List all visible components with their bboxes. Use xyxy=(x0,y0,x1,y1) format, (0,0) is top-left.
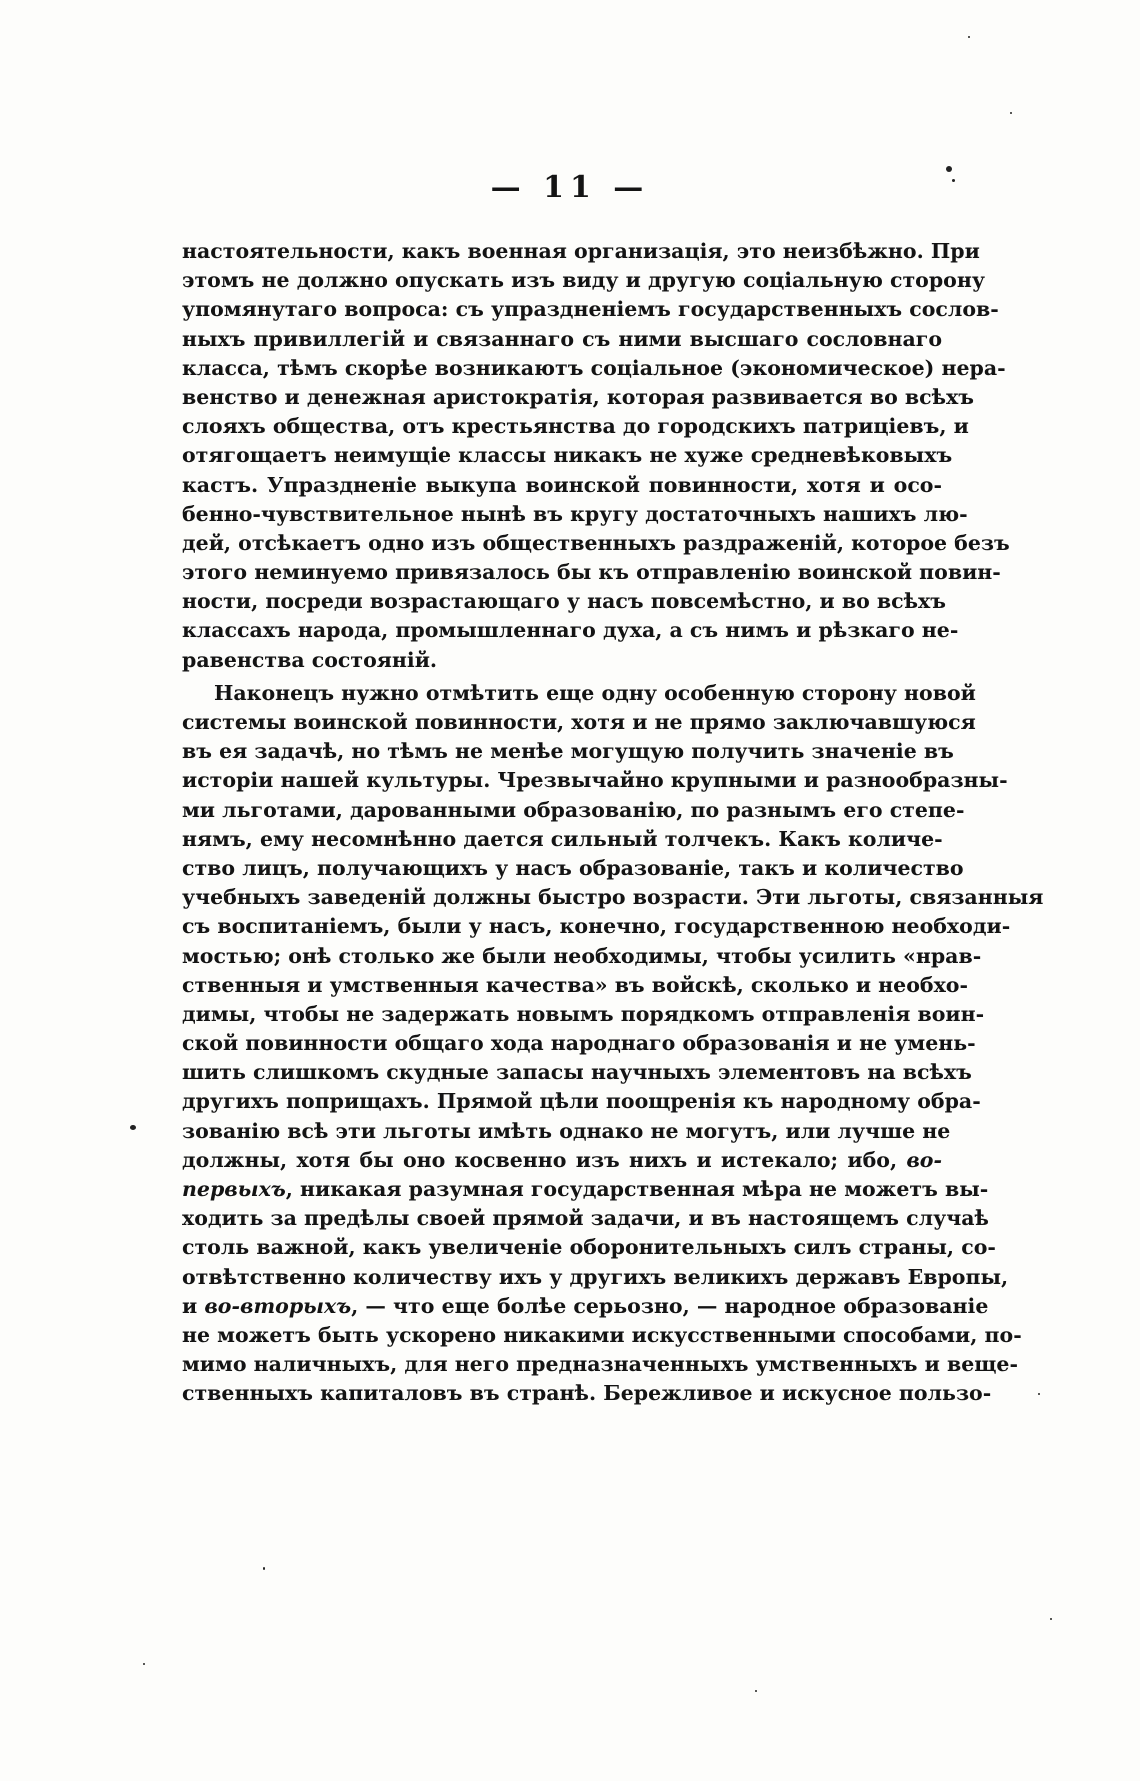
text-line: шить слишкомъ скудные запасы научныхъ элементовъ на всѣхъ xyxy=(182,1060,972,1085)
body-text xyxy=(182,237,1044,1409)
text-line: должны, хотя бы оно косвенно изъ нихъ и истекало; ибо, во- xyxy=(182,1147,942,1172)
text-line: ныхъ привиллегій и связаннаго съ ними высшаго сословнаго xyxy=(182,326,942,351)
text-line: дей, отсѣкаетъ одно изъ общественныхъ раздраженій, которое безъ xyxy=(182,530,1010,555)
text-line: ство лицъ, получающихъ у насъ образованіе, такъ и количество xyxy=(182,855,964,880)
text-line: первыхъ, никакая разумная государственная мѣра не можетъ вы- xyxy=(182,1177,989,1201)
text-line: этого неминуемо привязалось бы къ отправленію воинской повин- xyxy=(182,560,1001,585)
scan-speck xyxy=(946,166,952,172)
text-line: ходить за предѣлы своей прямой задачи, и въ настоящемъ случаѣ xyxy=(182,1206,989,1231)
text-line: классахъ народа, промышленнаго духа, а съ нимъ и рѣзкаго не- xyxy=(182,618,959,643)
text-line: ской повинности общаго хода народнаго образованія и не умень- xyxy=(182,1031,976,1056)
text-line: этомъ не должно опускать изъ виду и другую соціальную сторону xyxy=(182,268,985,293)
italic-emphasis: во-вторыхъ xyxy=(204,1293,352,1318)
scan-speck xyxy=(263,1567,265,1570)
text-line: мостью; онѣ столько же были необходимы, чтобы усилить «нрав- xyxy=(182,943,982,968)
scan-speck xyxy=(952,179,955,182)
text-line: исторіи нашей культуры. Чрезвычайно крупными и разнообразны- xyxy=(182,768,1008,793)
scan-speck xyxy=(755,1690,757,1692)
text-line: отвѣтственно количеству ихъ у другихъ великихъ державъ Европы, xyxy=(182,1264,1009,1289)
text-line: венство и денежная аристократія, которая развивается во всѣхъ xyxy=(182,384,974,409)
text-line: ми льготами, дарованными образованію, по разнымъ его степе- xyxy=(182,797,965,822)
text-line: не можетъ быть ускорено никакими искусственными способами, по- xyxy=(182,1322,1022,1347)
scan-speck xyxy=(143,1663,145,1665)
text-line: Наконецъ нужно отмѣтить еще одну особенную сторону новой xyxy=(214,680,976,705)
italic-emphasis: во- xyxy=(906,1147,942,1172)
paragraph-2 xyxy=(182,679,1044,1409)
text-line: класса, тѣмъ скорѣе возникаютъ соціальное (экономическое) нера- xyxy=(182,355,1006,380)
italic-emphasis: первыхъ xyxy=(182,1177,286,1201)
text-line: кастъ. Упраздненіе выкупа воинской повинности, хотя и осо- xyxy=(182,472,942,497)
paragraph-1 xyxy=(182,237,1010,675)
text-line: съ воспитаніемъ, были у насъ, конечно, государственною необходи- xyxy=(182,914,1011,939)
text-line: столь важной, какъ увеличеніе оборонительныхъ силъ страны, со- xyxy=(182,1235,996,1260)
text-line: системы воинской повинности, хотя и не прямо заключавшуюся xyxy=(182,710,976,734)
scan-speck xyxy=(1038,1393,1040,1395)
text-line: отягощаетъ неимущіе классы никакъ не хуже средневѣковыхъ xyxy=(182,443,953,468)
scan-speck xyxy=(968,36,970,38)
text-line: ственныхъ капиталовъ въ странѣ. Бережливое и искусное пользо- xyxy=(182,1381,992,1406)
scan-speck xyxy=(130,1125,136,1130)
text-line: настоятельности, какъ военная организація, это неизбѣжно. При xyxy=(182,239,980,263)
text-line: ности, посреди возрастающаго у насъ повсемѣстно, и во всѣхъ xyxy=(182,589,947,614)
text-line: другихъ поприщахъ. Прямой цѣли поощренія къ народному обра- xyxy=(182,1089,981,1114)
page-number: — 11 — xyxy=(490,170,650,205)
scan-speck xyxy=(1050,1618,1052,1620)
text-line: учебныхъ заведеній должны быстро возрасти. Эти льготы, связанныя xyxy=(182,885,1044,910)
text-line: слояхъ общества, отъ крестьянства до городскихъ патриціевъ, и xyxy=(182,414,969,439)
text-line: мимо наличныхъ, для него предназначенныхъ умственныхъ и веще- xyxy=(182,1352,1018,1377)
text-line: бенно-чувствительное нынѣ въ кругу достаточныхъ нашихъ лю- xyxy=(182,501,968,526)
text-line: и во-вторыхъ, — что еще болѣе серьозно, — народное образованіе xyxy=(182,1293,989,1318)
text-line: ственныя и умственныя качества» въ войскѣ, сколько и необхо- xyxy=(182,972,968,997)
text-line: упомянутаго вопроса: съ упраздненіемъ государственныхъ сослов- xyxy=(182,297,999,322)
text-line: зованію всѣ эти льготы имѣть однако не могутъ, или лучше не xyxy=(182,1118,951,1143)
scan-speck xyxy=(1010,112,1012,114)
text-line: въ ея задачѣ, но тѣмъ не менѣе могущую получить значеніе въ xyxy=(182,739,954,764)
text-line: димы, чтобы не задержать новымъ порядкомъ отправленія воин- xyxy=(182,1001,985,1026)
text-line: равенства состояній. xyxy=(182,647,438,672)
text-line: нямъ, ему несомнѣнно дается сильный толчекъ. Какъ количе- xyxy=(182,826,943,851)
